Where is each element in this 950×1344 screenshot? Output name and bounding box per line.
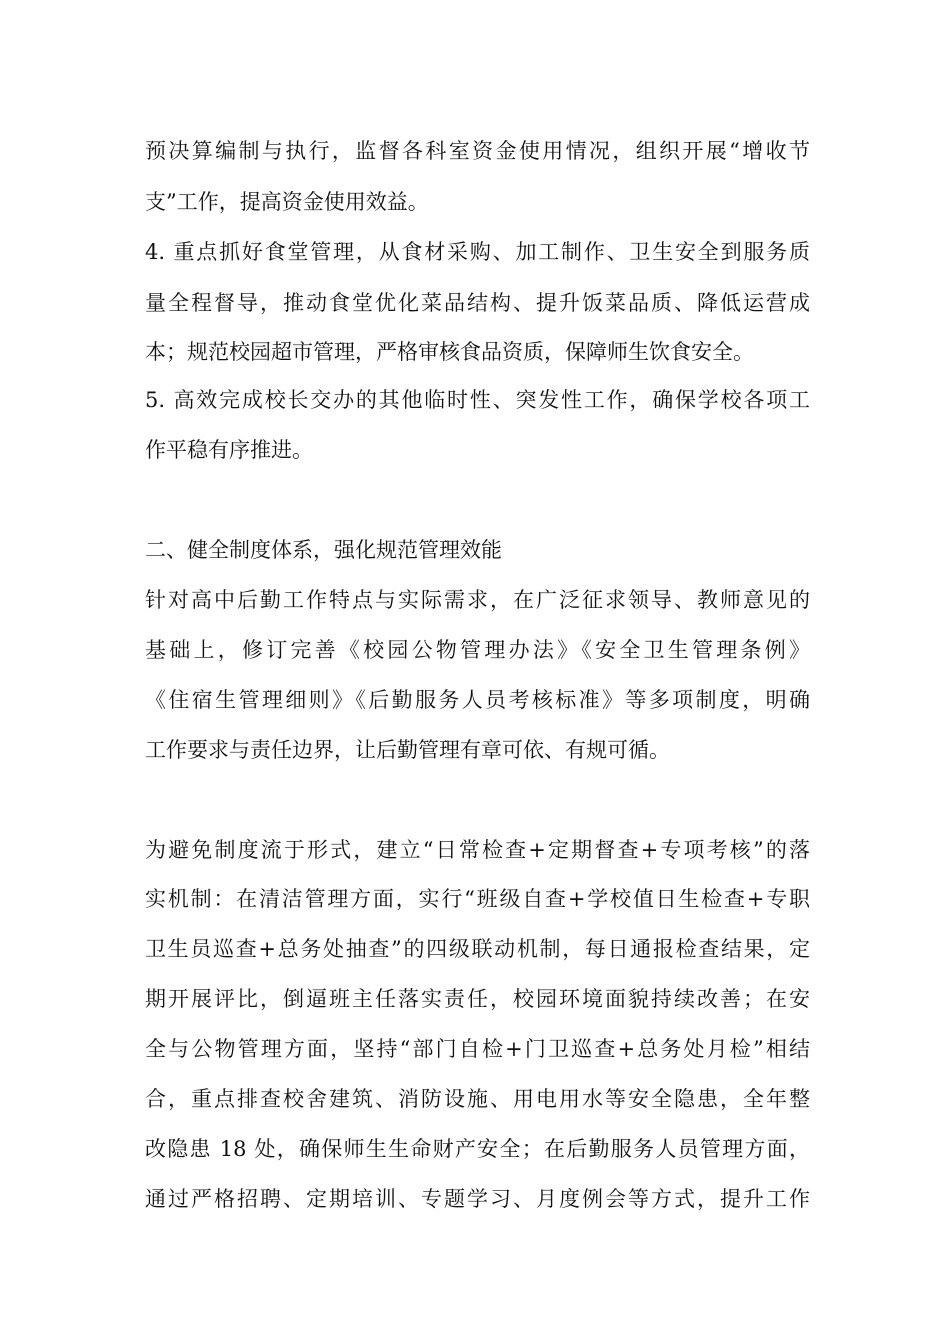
paragraph-line: 工作要求与责任边界，让后勤管理有章可依、有规可循。 xyxy=(145,738,670,762)
paragraph-line: 期开展评比，倒逼班主任落实责任，校园环境面貌持续改善；在安 xyxy=(145,987,810,1011)
paragraph-line: 《住宿生管理细则》《后勤服务人员考核标准》等多项制度，明确 xyxy=(145,688,810,712)
paragraph-line: 全与公物管理方面，坚持“部门自检+门卫巡查+总务处月检”相结 xyxy=(145,1037,810,1061)
section-heading: 二、健全制度体系，强化规范管理效能 xyxy=(145,538,502,562)
text-line: 作平稳有序推进。 xyxy=(145,438,313,462)
paragraph-line: 实机制：在清洁管理方面，实行“班级自查+学校值日生检查+专职 xyxy=(145,887,810,911)
paragraph-line: 通过严格招聘、定期培训、专题学习、月度例会等方式，提升工作 xyxy=(145,1187,810,1211)
paragraph-line: 针对高中后勤工作特点与实际需求，在广泛征求领导、教师意见的 xyxy=(145,588,810,612)
paragraph-line: 卫生员巡查+总务处抽查”的四级联动机制，每日通报检查结果，定 xyxy=(145,937,810,961)
text-line: 本；规范校园超市管理，严格审核食品资质，保障师生饮食安全。 xyxy=(145,340,754,364)
text-line: 预决算编制与执行，监督各科室资金使用情况，组织开展“增收节 xyxy=(145,139,810,163)
paragraph-line: 为避免制度流于形式，建立“日常检查+定期督查+专项考核”的落 xyxy=(145,838,810,862)
list-item-4-line: 4. 重点抓好食堂管理，从食材采购、加工制作、卫生安全到服务质 xyxy=(145,240,810,264)
text-line: 支”工作，提高资金使用效益。 xyxy=(145,190,429,214)
text-line: 量全程督导，推动食堂优化菜品结构、提升饭菜品质、降低运营成 xyxy=(145,291,810,315)
paragraph-line: 基础上，修订完善《校园公物管理办法》《安全卫生管理条例》 xyxy=(145,638,810,662)
list-item-5-line: 5. 高效完成校长交办的其他临时性、突发性工作，确保学校各项工 xyxy=(145,388,810,412)
paragraph-line: 改隐患 18 处，确保师生生命财产安全；在后勤服务人员管理方面， xyxy=(145,1137,810,1161)
paragraph-line: 合，重点排查校舍建筑、消防设施、用电用水等安全隐患，全年整 xyxy=(145,1087,810,1111)
